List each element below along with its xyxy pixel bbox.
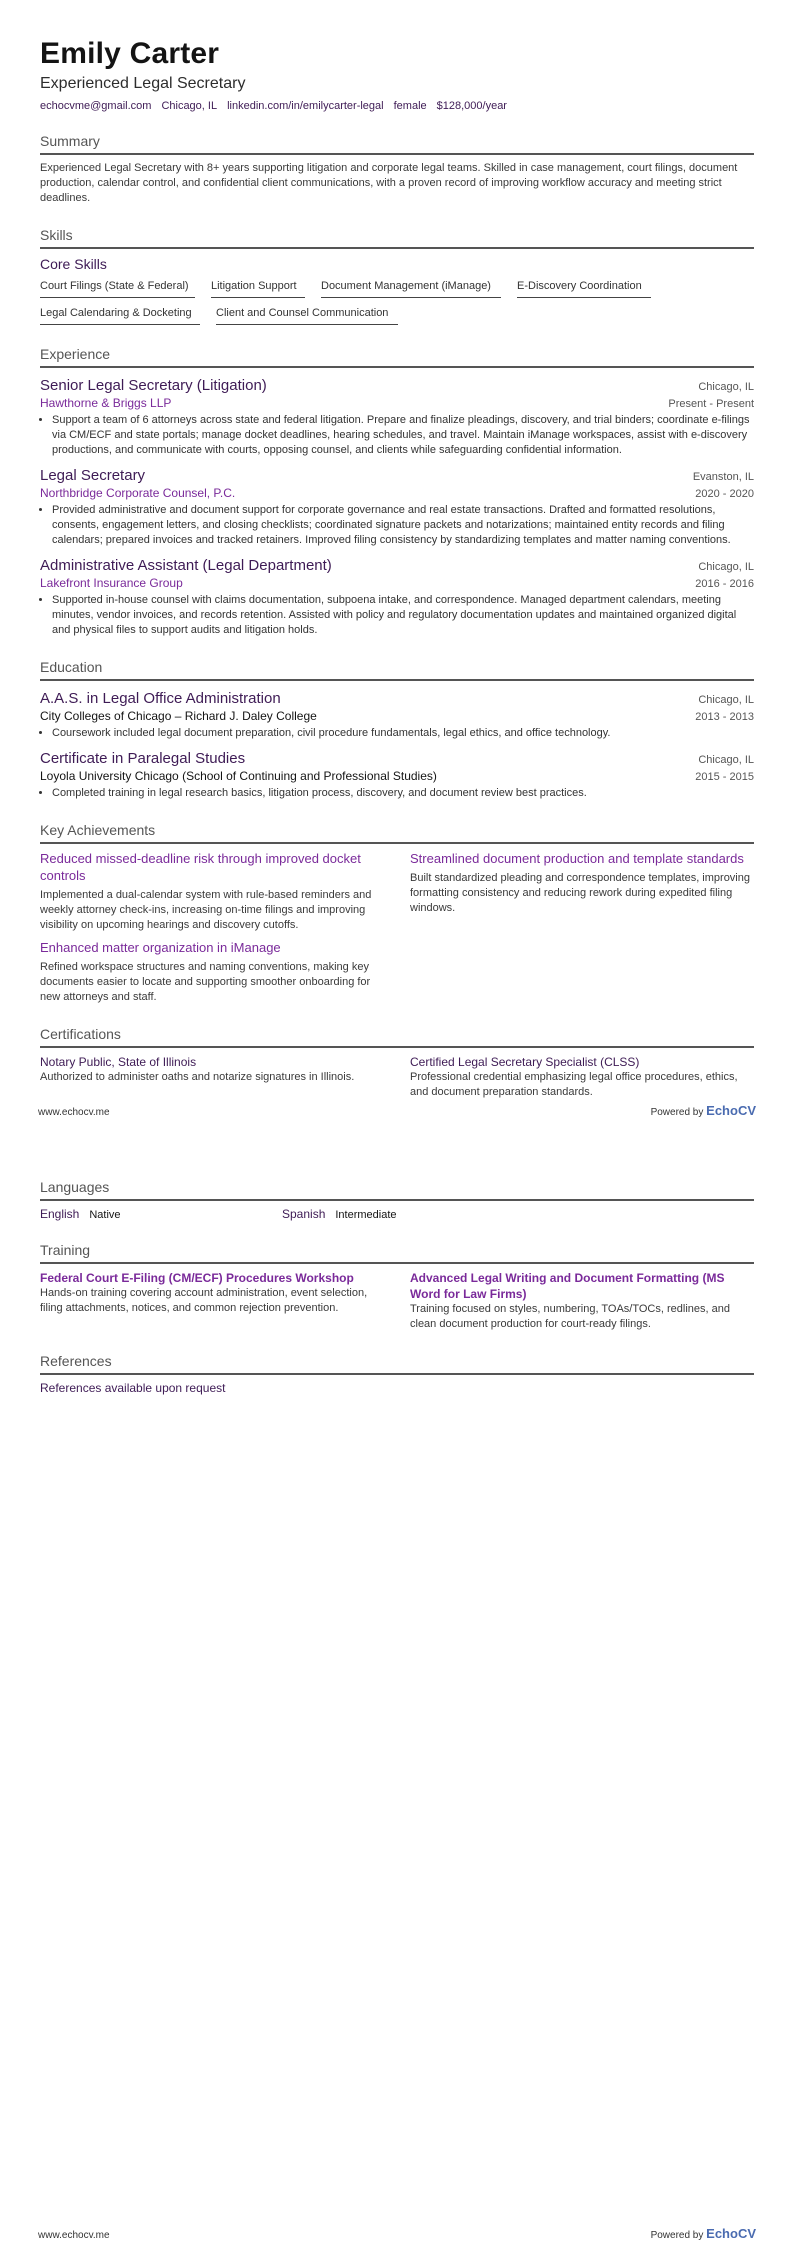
section-heading: Summary: [40, 132, 754, 155]
skill-item: E-Discovery Coordination: [517, 279, 651, 298]
job-company: Hawthorne & Briggs LLP: [40, 396, 172, 410]
training-title: Advanced Legal Writing and Document Formatting (MS Word for Law Firms): [410, 1271, 725, 1301]
candidate-title: Experienced Legal Secretary: [40, 75, 246, 92]
education-section: [40, 658, 754, 801]
achievement-title: Enhanced matter organization in iManage: [40, 940, 281, 955]
contact-line: [40, 100, 754, 112]
training-desc: Hands-on training covering account administration, event selection, filing attachments, notices, and common rejection prevention.: [40, 1287, 368, 1314]
education-bullet: • Coursework included legal document preparation, civil procedure fundamentals, legal ethics, and office technology.: [52, 726, 754, 741]
certification-title: Certified Legal Secretary Specialist (CLSS): [410, 1055, 640, 1069]
certification-item: [410, 1054, 754, 1100]
section-heading: Education: [40, 658, 754, 681]
achievement-title: Streamlined document production and template standards: [410, 851, 744, 866]
footer-powered-by: [651, 1103, 756, 1118]
certification-desc: Professional credential emphasizing legal office procedures, ethics, and document preparation standards.: [410, 1071, 738, 1098]
core-skills-title: Core Skills: [40, 256, 107, 272]
language-level: Intermediate: [335, 1209, 397, 1221]
footer-powered-by: [651, 2226, 756, 2241]
job-title: Administrative Assistant (Legal Department): [40, 557, 332, 574]
education-dates: 2013 - 2013: [695, 711, 754, 723]
certification-title: Notary Public, State of Illinois: [40, 1055, 197, 1069]
contact-salary: $128,000/year: [436, 100, 507, 112]
training-title: Federal Court E-Filing (CM/ECF) Procedures Workshop: [40, 1271, 354, 1285]
certification-desc: Authorized to administer oaths and notarize signatures in Illinois.: [40, 1071, 355, 1083]
training-item: [40, 1270, 384, 1332]
summary-section: [40, 132, 754, 206]
section-heading: Key Achievements: [40, 821, 754, 844]
skill-item: Litigation Support: [211, 279, 305, 298]
page-footer: [38, 1103, 756, 1118]
achievement-desc: Refined workspace structures and naming conventions, making key documents easier to locate and supporting smoother onboarding for new attorneys and staff.: [40, 961, 371, 1003]
echocv-logo[interactable]: EchoCV: [706, 2226, 756, 2241]
education-bullet: • Completed training in legal research basics, litigation process, discovery, and document review best practices.: [52, 786, 754, 801]
achievement-desc: Built standardized pleading and correspondence templates, improving formatting consistency and reducing rework during expedited filing windows.: [410, 872, 750, 914]
certifications-section: [40, 1025, 754, 1100]
language-name: Spanish: [282, 1207, 326, 1221]
resume-page-2: [40, 1178, 754, 1395]
powered-by-label: Powered by: [650, 2230, 704, 2241]
achievement-item: [40, 850, 384, 933]
skill-item: Client and Counsel Communication: [216, 306, 398, 325]
training-desc: Training focused on styles, numbering, TOAs/TOCs, redlines, and clean document production for court-ready filings.: [410, 1303, 730, 1330]
section-heading: Skills: [40, 226, 754, 249]
job-location: Chicago, IL: [698, 381, 754, 393]
job-entry: [40, 466, 754, 548]
section-heading: Languages: [40, 1178, 754, 1201]
contact-email[interactable]: echocvme@gmail.com: [40, 100, 152, 112]
training-item: [410, 1270, 754, 1332]
certifications-grid: [40, 1054, 754, 1100]
skill-item: Court Filings (State & Federal): [40, 279, 195, 298]
languages-list: [40, 1207, 754, 1221]
achievement-item: [410, 850, 754, 933]
skill-item: Legal Calendaring & Docketing: [40, 306, 200, 325]
degree-title: A.A.S. in Legal Office Administration: [40, 690, 281, 707]
powered-by-label: Powered by: [650, 1107, 704, 1118]
achievements-section: [40, 821, 754, 1005]
candidate-name: Emily Carter: [40, 37, 220, 70]
job-entry: [40, 556, 754, 638]
references-text: References available upon request: [40, 1381, 226, 1395]
job-title: Senior Legal Secretary (Litigation): [40, 377, 267, 394]
references-section: [40, 1352, 754, 1395]
job-company: Lakefront Insurance Group: [40, 576, 183, 590]
contact-linkedin[interactable]: linkedin.com/in/emilycarter-legal: [227, 100, 384, 112]
resume-page-1: [40, 36, 754, 1100]
experience-section: [40, 345, 754, 638]
achievement-desc: Implemented a dual-calendar system with rule-based reminders and weekly attorney check-ins, increasing on-time filings and improving visibility on upcoming hearings and discovery cutoffs.: [40, 889, 372, 931]
job-dates: 2016 - 2016: [695, 578, 754, 590]
degree-title: Certificate in Paralegal Studies: [40, 750, 246, 767]
job-company: Northbridge Corporate Counsel, P.C.: [40, 486, 236, 500]
languages-section: [40, 1178, 754, 1221]
achievements-grid: [40, 850, 754, 1005]
achievement-title: Reduced missed-deadline risk through improved docket controls: [40, 851, 361, 883]
language-level: Native: [89, 1209, 121, 1221]
education-entry: [40, 689, 754, 741]
training-section: [40, 1241, 754, 1332]
job-bullet: • Supported in-house counsel with claims documentation, subpoena intake, and correspondence. Managed department calendars, meeting minutes, vendor invoices, and records retention. Assisted with policy and regulatory documentation updates and maintained organized digital and physical files to support audits and litigation holds.: [52, 593, 754, 638]
contact-gender: female: [393, 100, 427, 112]
footer-site-link[interactable]: www.echocv.me: [38, 2230, 110, 2241]
education-entry: [40, 749, 754, 801]
education-location: Chicago, IL: [698, 694, 754, 706]
contact-location: Chicago, IL: [161, 100, 218, 112]
training-grid: [40, 1270, 754, 1332]
job-entry: [40, 376, 754, 458]
job-bullet: • Provided administrative and document support for corporate governance and real estate transactions. Drafted and formatted resolutions, consents, engagement letters, and closing checklists; coordinated signature packets and notarizations; maintained entity records and filing calendars; prepared invoices and tracked retainers. Improved filing consistency by standardizing templates and matter naming conventions.: [52, 503, 754, 548]
language-name: English: [40, 1207, 80, 1221]
school-name: City Colleges of Chicago – Richard J. Daley College: [40, 709, 317, 723]
section-heading: Experience: [40, 345, 754, 368]
job-dates: Present - Present: [668, 398, 754, 410]
skills-list: [40, 279, 754, 325]
summary-text: Experienced Legal Secretary with 8+ years supporting litigation and corporate legal teams. Skilled in case management, court filings, document production, calendar control, and confidential client communications, with a proven record of improving workflow accuracy and meeting strict deadlines.: [40, 162, 738, 204]
section-heading: Certifications: [40, 1025, 754, 1048]
education-dates: 2015 - 2015: [695, 771, 754, 783]
education-location: Chicago, IL: [698, 754, 754, 766]
job-bullet: • Support a team of 6 attorneys across state and federal litigation. Prepare and finalize pleadings, discovery, and trial binders; coordinate e-filings via CM/ECF and state portals; manage docket deadlines, hearing schedules, and travel. Maintain iManage workspaces, assist with e-discovery productions, and communicate with courts, opposing counsel, and clients while safeguarding confidential information.: [52, 413, 754, 458]
section-heading: References: [40, 1352, 754, 1375]
section-heading: Training: [40, 1241, 754, 1264]
page-footer: [38, 2226, 756, 2241]
skill-item: Document Management (iManage): [321, 279, 501, 298]
language-item: [40, 1207, 282, 1221]
footer-site-link[interactable]: www.echocv.me: [38, 1107, 110, 1118]
language-item: [282, 1207, 524, 1221]
certification-item: [40, 1054, 384, 1100]
job-dates: 2020 - 2020: [695, 488, 754, 500]
job-location: Evanston, IL: [692, 471, 754, 483]
skills-section: [40, 226, 754, 325]
echocv-logo[interactable]: EchoCV: [706, 1103, 756, 1118]
achievement-item: [40, 939, 384, 1005]
school-name: Loyola University Chicago (School of Continuing and Professional Studies): [40, 769, 437, 783]
job-title: Legal Secretary: [40, 467, 146, 484]
job-location: Chicago, IL: [698, 561, 754, 573]
